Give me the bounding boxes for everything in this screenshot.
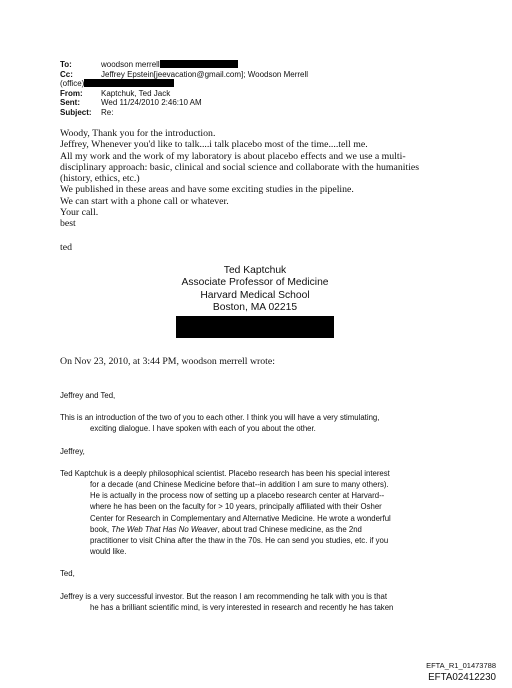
redaction-bar [84,79,174,87]
reply-line: best [60,218,76,230]
quoted-line: he has a brilliant scientific mind, is very interested in research and recently he has taken [90,602,394,612]
reply-line: (history, ethics, etc.) [60,173,140,185]
quoted-jeffrey-greeting: Jeffrey, [60,446,85,456]
sent-row [60,98,460,108]
cc-continued: (office) [60,79,85,89]
subject-value: Re: [101,107,114,117]
reply-line: We published in these areas and have some exciting studies in the pipeline. [60,184,354,196]
quoted-line: for a decade (and Chinese Medicine before that--in addition I am sure to many others). [90,480,389,490]
document-id-small: EFTA_R1_01473788 [426,661,496,670]
from-value: Kaptchuk, Ted Jack [101,88,171,98]
quoted-ted-greeting: Ted, [60,569,75,579]
reply-line: All my work and the work of my laboratory is about placebo effects and we use a multi- [60,150,406,162]
quoted-line: Center for Research in Complementary and Alternative Medicine. He wrote a wonderful [90,513,391,523]
from-label: From: [60,88,83,98]
quoted-line: He is actually in the process now of setting up a placebo research center at Harvard-- [90,491,385,501]
reply-line: Jeffrey, Whenever you'd like to talk....i talk placebo most of the time....tell me. [60,139,368,151]
signature-block [160,265,350,315]
quoted-book-line [60,524,480,535]
reply-line: disciplinary approach: basic, clinical and social science and collaborate with the humanities [60,161,420,173]
quote-intro: On Nov 23, 2010, at 3:44 PM, woodson merrell wrote: [60,356,275,367]
to-value: woodson merrell [101,60,160,69]
quoted-line: Jeffrey is a very successful investor. But the reason I am recommending he talk with you is that [60,591,388,601]
quoted-line: exciting dialogue. I have spoken with each of you about the other. [90,424,316,434]
signature-redaction-bar [176,316,334,338]
quoted-line: This is an introduction of the two of you to each other. I think you will have a very stimulating, [60,413,380,423]
to-label: To: [60,60,72,69]
redaction-bar [160,60,238,68]
quoted-line: Ted Kaptchuk is a deeply philosophical scientist. Placebo research has been his special interest [60,468,390,478]
reply-line: Your call. [60,207,99,219]
sent-value: Wed 11/24/2010 2:46:10 AM [101,98,202,108]
subject-row [60,108,460,118]
document-id-large: EFTA02412230 [428,672,496,683]
quoted-line: would like. [90,547,127,557]
quoted-line: practitioner to visit China after the thaw in the 70s. He can send you studies, etc. if you [90,536,389,546]
email-header [60,60,460,118]
reply-line: Woody, Thank you for the introduction. [60,128,216,139]
reply-line: We can start with a phone call or whatever. [60,195,229,207]
signature-school: Harvard Medical School [200,289,310,301]
signature-title: Associate Professor of Medicine [181,277,329,289]
cc-continued-row [60,79,460,89]
quoted-line: where he has been on the faculty for > 10 years, principally affiliated with their Osher [90,502,382,512]
quoted-greeting: Jeffrey and Ted, [60,391,116,400]
cc-value: Jeffrey Epstein[jeevacation@gmail.com]; Woodson Merrell [101,69,309,79]
cc-label: Cc: [60,69,73,79]
book-title: The Web That Has No Weaver [111,524,218,534]
reply-signoff: ted [60,242,72,253]
book-pre: book, [90,524,112,534]
cc-row [60,70,460,80]
quoted-email [60,390,480,613]
sent-label: Sent: [60,98,80,108]
reply-body [60,128,460,230]
to-row [60,60,460,70]
signature-name: Ted Kaptchuk [223,265,287,276]
signature-city: Boston, MA 02215 [212,302,298,314]
subject-label: Subject: [60,107,92,117]
from-row [60,89,460,99]
book-post: , about trad Chinese medicine, as the 2nd [217,524,362,534]
